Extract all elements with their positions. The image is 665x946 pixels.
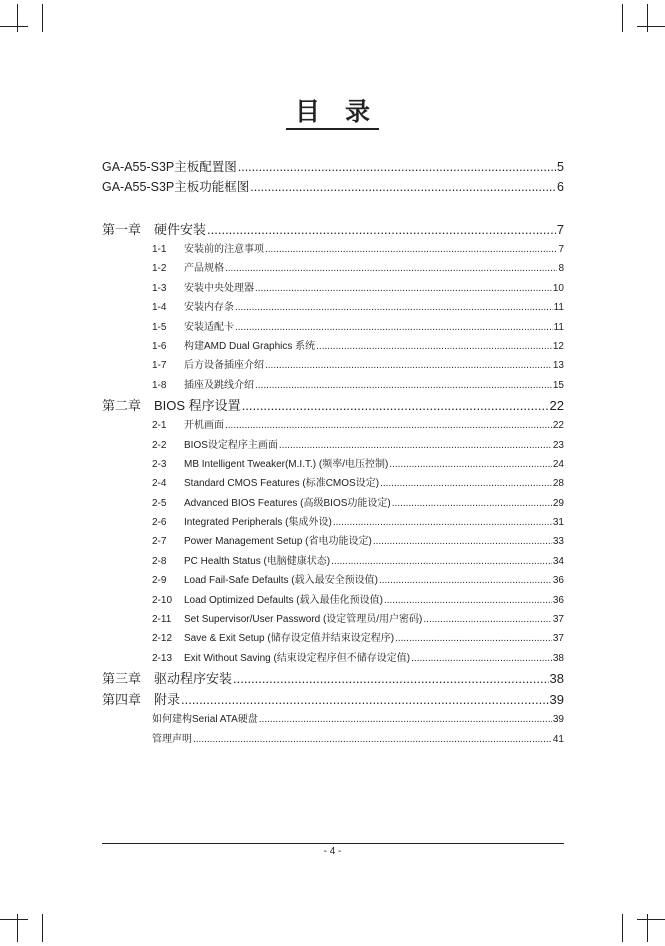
section-page: 37 [552, 614, 564, 626]
toc-entry[interactable] [102, 157, 564, 177]
dot-leader [333, 513, 552, 532]
section-number: 1-6 [152, 340, 167, 352]
toc-section[interactable] [102, 532, 564, 551]
dot-leader [181, 689, 549, 710]
section-title: 安装内存条 [184, 302, 234, 314]
toc-section[interactable] [102, 730, 564, 749]
crop-mark [0, 26, 28, 27]
chapter-title: BIOS 程序设置 [154, 398, 241, 414]
section-title: 插座及跳线介绍 [184, 379, 254, 391]
toc-section[interactable] [102, 356, 564, 375]
toc-section[interactable] [102, 710, 564, 729]
dot-leader [265, 240, 557, 259]
toc-section[interactable] [102, 318, 564, 337]
toc-section[interactable] [102, 298, 564, 317]
section-title: 开机画面 [184, 420, 224, 432]
toc-section[interactable] [102, 474, 564, 493]
section-page: 28 [552, 478, 564, 490]
section-page: 37 [552, 633, 564, 645]
chapter-number: 第四章 [102, 692, 142, 708]
section-title: Advanced BIOS Features (高级BIOS功能设定) [184, 497, 391, 509]
footer-divider [102, 843, 564, 844]
toc-section[interactable] [102, 649, 564, 668]
section-title: Load Fail-Safe Defaults (载入最安全预设值) [184, 575, 378, 587]
crop-mark [637, 919, 665, 920]
section-page: 7 [558, 244, 564, 255]
page-title: 目 录 [0, 92, 665, 128]
section-title: 产品规格 [184, 263, 224, 275]
section-number: 2-11 [152, 614, 172, 626]
dot-leader [225, 416, 552, 435]
chapter-number: 第三章 [102, 671, 142, 687]
dot-leader [423, 610, 551, 629]
toc-section[interactable] [102, 436, 564, 455]
section-title: 管理声明 [152, 733, 192, 745]
section-number: 2-12 [152, 633, 173, 645]
toc-entry-label: GA-A55-S3P主板功能框图 [102, 180, 250, 194]
toc-section[interactable] [102, 610, 564, 629]
crop-mark [17, 4, 18, 32]
section-number: 2-9 [152, 575, 167, 587]
toc-section[interactable] [102, 591, 564, 610]
chapter-number: 第二章 [102, 398, 142, 414]
chapter-page: 38 [549, 671, 564, 687]
section-page: 10 [552, 282, 564, 294]
section-title: Load Optimized Defaults (载入最佳化预设值) [184, 594, 383, 606]
crop-mark [637, 26, 665, 27]
toc-section[interactable] [102, 629, 564, 648]
dot-leader [411, 649, 552, 668]
section-number: 1-1 [152, 244, 167, 255]
toc-entry[interactable] [102, 177, 564, 197]
crop-mark [42, 4, 43, 32]
toc-section[interactable] [102, 279, 564, 298]
section-number: 1-4 [152, 302, 167, 314]
toc-section[interactable] [102, 571, 564, 590]
dot-leader [255, 376, 552, 395]
dot-leader [373, 532, 552, 551]
section-number: 1-5 [152, 321, 167, 333]
dot-leader [250, 177, 556, 197]
section-title: Integrated Peripherals (集成外设) [184, 517, 332, 529]
toc-section[interactable] [102, 376, 564, 395]
section-title: Set Supervisor/User Password (设定管理员/用户密码) [184, 614, 423, 626]
section-number: 2-1 [152, 420, 167, 432]
toc-section[interactable] [102, 337, 564, 356]
section-page: 29 [552, 497, 564, 509]
section-number: 2-6 [152, 517, 167, 529]
crop-mark [622, 4, 623, 32]
toc-section[interactable] [102, 240, 564, 259]
dot-leader [207, 219, 556, 240]
section-number: 1-7 [152, 360, 167, 372]
toc-chapter[interactable] [102, 689, 564, 710]
section-page: 23 [552, 439, 564, 451]
section-number: 2-13 [152, 652, 173, 664]
section-page: 36 [552, 575, 564, 587]
crop-mark [0, 919, 28, 920]
section-page: 8 [558, 263, 564, 275]
dot-leader [395, 629, 552, 648]
toc-entry-page: 6 [557, 180, 564, 194]
toc-entry-label: GA-A55-S3P主板配置图 [102, 160, 237, 174]
section-number: 1-8 [152, 379, 167, 391]
chapter-page: 22 [549, 398, 564, 414]
dot-leader [242, 395, 549, 416]
chapter-page: 39 [549, 692, 564, 708]
toc-section[interactable] [102, 259, 564, 278]
section-title: 安装中央处理器 [184, 282, 254, 294]
crop-mark [647, 4, 648, 32]
toc-section[interactable] [102, 455, 564, 474]
section-number: 2-4 [152, 478, 167, 490]
dot-leader [235, 298, 553, 317]
dot-leader [331, 552, 552, 571]
section-title: 构建AMD Dual Graphics 系统 [184, 340, 316, 352]
section-number: 2-3 [152, 458, 167, 470]
toc-section[interactable] [102, 494, 564, 513]
section-page: 38 [552, 652, 564, 664]
section-number: 2-10 [152, 594, 173, 606]
section-title: 如何建构Serial ATA硬盘 [152, 714, 258, 726]
chapter-title: 硬件安装 [154, 222, 207, 237]
dot-leader [392, 494, 552, 513]
section-page: 34 [552, 555, 564, 567]
chapter-number: 第一章 [102, 222, 142, 237]
crop-mark [622, 914, 623, 942]
section-page: 22 [552, 420, 564, 432]
crop-mark [42, 914, 43, 942]
chapter-page: 7 [556, 222, 564, 237]
toc-section[interactable] [102, 416, 564, 435]
section-page: 31 [552, 517, 564, 529]
section-number: 1-2 [152, 263, 167, 275]
section-page: 24 [552, 458, 564, 470]
section-title: MB Intelligent Tweaker(M.I.T.) (频率/电压控制) [184, 458, 389, 470]
section-title: PC Health Status (电脑健康状态) [184, 555, 331, 567]
section-title: 安装适配卡 [184, 321, 234, 333]
section-title: Save & Exit Setup (储存设定值并结束设定程序) [184, 633, 395, 645]
dot-leader [235, 318, 553, 337]
section-title: BIOS设定程序主画面 [184, 439, 278, 451]
toc-chapter[interactable] [102, 395, 564, 416]
toc-section[interactable] [102, 552, 564, 571]
dot-leader [238, 157, 556, 177]
dot-leader [316, 337, 552, 356]
dot-leader [389, 455, 552, 474]
section-number: 2-8 [152, 555, 167, 567]
section-page: 33 [552, 536, 564, 548]
dot-leader [259, 710, 552, 729]
section-page: 11 [553, 302, 564, 314]
dot-leader [255, 279, 552, 298]
dot-leader [225, 259, 557, 278]
dot-leader [265, 356, 552, 375]
section-number: 2-7 [152, 536, 167, 548]
chapter-title: 驱动程序安装 [154, 671, 233, 687]
section-page: 15 [552, 379, 564, 391]
toc-entry-page: 5 [557, 160, 564, 174]
section-number: 2-2 [152, 439, 167, 451]
toc-chapter[interactable] [102, 668, 564, 689]
section-title: Power Management Setup (省电功能设定) [184, 536, 372, 548]
dot-leader [233, 668, 549, 689]
section-page: 39 [552, 714, 564, 726]
toc-section[interactable] [102, 513, 564, 532]
section-title: Exit Without Saving (结束设定程序但不储存设定值) [184, 652, 411, 664]
section-page: 41 [552, 733, 564, 745]
dot-leader [380, 474, 552, 493]
section-title: Standard CMOS Features (标准CMOS设定) [184, 478, 380, 490]
page-number: - 4 - [323, 846, 342, 857]
section-title: 后方设备插座介绍 [184, 360, 264, 372]
toc-chapter[interactable] [102, 219, 564, 240]
table-of-contents [102, 157, 564, 749]
section-page: 13 [552, 360, 564, 372]
section-page: 11 [553, 321, 564, 333]
spacer [102, 197, 564, 219]
dot-leader [279, 436, 552, 455]
section-title: 安装前的注意事项 [184, 244, 264, 255]
chapter-title: 附录 [154, 692, 181, 708]
section-page: 36 [552, 594, 564, 606]
section-number: 2-5 [152, 497, 167, 509]
dot-leader [384, 591, 552, 610]
section-page: 12 [552, 340, 564, 352]
section-number: 1-3 [152, 282, 167, 294]
dot-leader [379, 571, 552, 590]
dot-leader [193, 730, 552, 749]
